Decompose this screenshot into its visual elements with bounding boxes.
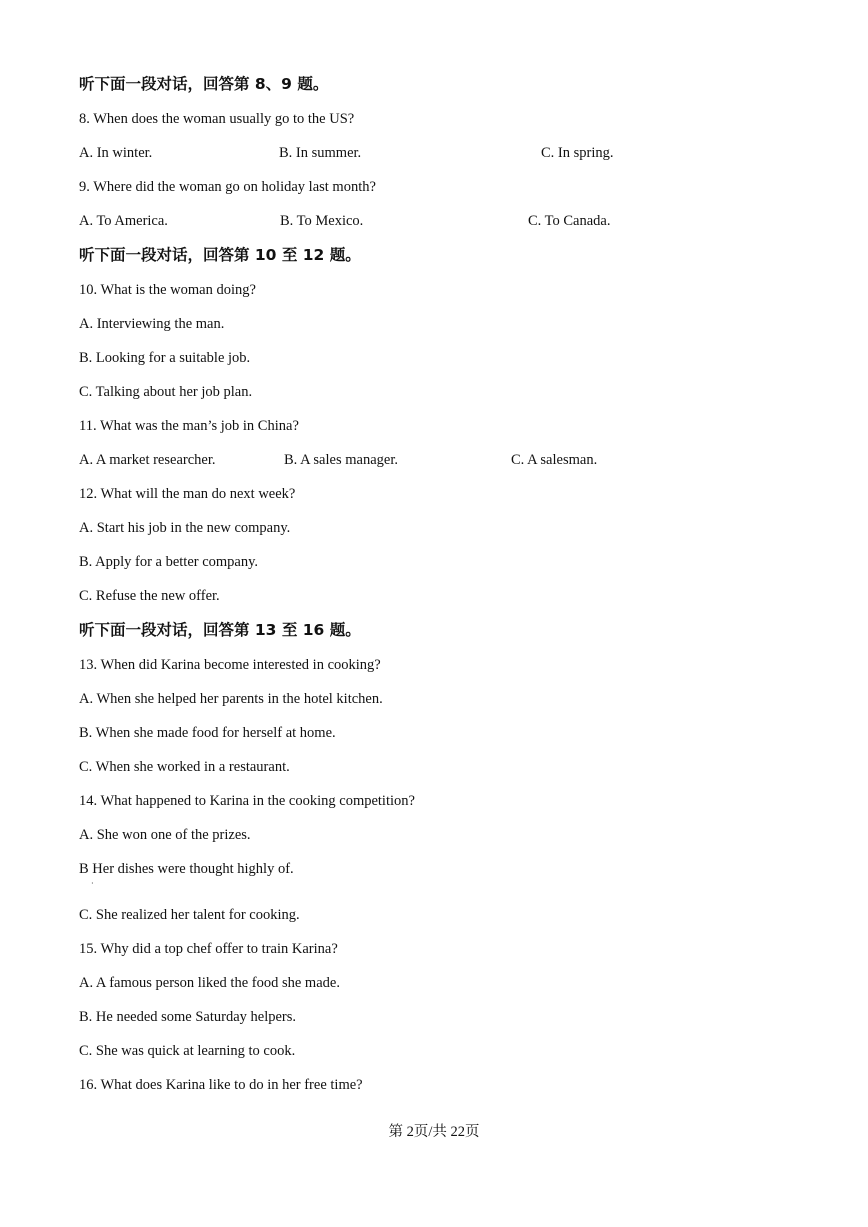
q10-option-a: A. Interviewing the man. — [79, 316, 225, 332]
q13-option-c: C. When she worked in a restaurant. — [79, 759, 290, 775]
q13-option-b: B. When she made food for herself at home. — [79, 725, 336, 741]
q11-option-b: B. A sales manager. — [284, 452, 398, 468]
section-heading: 听下面一段对话，回答第 8、9 题。 — [79, 75, 329, 93]
q9-option-c: C. To Canada. — [528, 213, 611, 229]
q9-option-a: A. To America. — [79, 213, 168, 229]
question-14: 14. What happened to Karina in the cooking competition? — [79, 793, 415, 809]
q15-option-c: C. She was quick at learning to cook. — [79, 1043, 296, 1059]
question-16: 16. What does Karina like to do in her free time? — [79, 1077, 363, 1093]
q9-option-b: B. To Mexico. — [280, 213, 364, 229]
question-9: 9. Where did the woman go on holiday last month? — [79, 179, 376, 195]
question-15: 15. Why did a top chef offer to train Karina? — [79, 941, 338, 957]
q12-option-c: C. Refuse the new offer. — [79, 588, 220, 604]
question-11: 11. What was the man’s job in China? — [79, 418, 299, 434]
q8-option-c: C. In spring. — [541, 145, 614, 161]
q14-option-a: A. She won one of the prizes. — [79, 827, 251, 843]
q11-option-a: A. A market researcher. — [79, 452, 216, 468]
q12-option-b: B. Apply for a better company. — [79, 554, 259, 570]
q13-option-a: A. When she helped her parents in the hotel kitchen. — [79, 691, 383, 707]
q8-option-a: A. In winter. — [79, 145, 153, 161]
q8-option-b: B. In summer. — [279, 145, 362, 161]
q10-option-b: B. Looking for a suitable job. — [79, 350, 251, 366]
q14-option-b: B Her dishes were thought highly of. — [79, 861, 294, 877]
page-footer: 第 2页/共 22页 — [388, 1124, 480, 1140]
question-8: 8. When does the woman usually go to the US? — [79, 111, 355, 127]
q12-option-a: A. Start his job in the new company. — [79, 520, 291, 536]
q15-option-b: B. He needed some Saturday helpers. — [79, 1009, 297, 1025]
q11-option-c: C. A salesman. — [511, 452, 598, 468]
q10-option-c: C. Talking about her job plan. — [79, 384, 253, 400]
question-13: 13. When did Karina become interested in cooking? — [79, 657, 381, 673]
q15-option-a: A. A famous person liked the food she made. — [79, 975, 340, 991]
section-heading: 听下面一段对话，回答第 10 至 12 题。 — [79, 246, 361, 264]
stray-dot: · — [91, 879, 94, 888]
question-12: 12. What will the man do next week? — [79, 486, 296, 502]
question-10: 10. What is the woman doing? — [79, 282, 256, 298]
section-heading: 听下面一段对话，回答第 13 至 16 题。 — [79, 621, 361, 639]
q14-option-c: C. She realized her talent for cooking. — [79, 907, 300, 923]
